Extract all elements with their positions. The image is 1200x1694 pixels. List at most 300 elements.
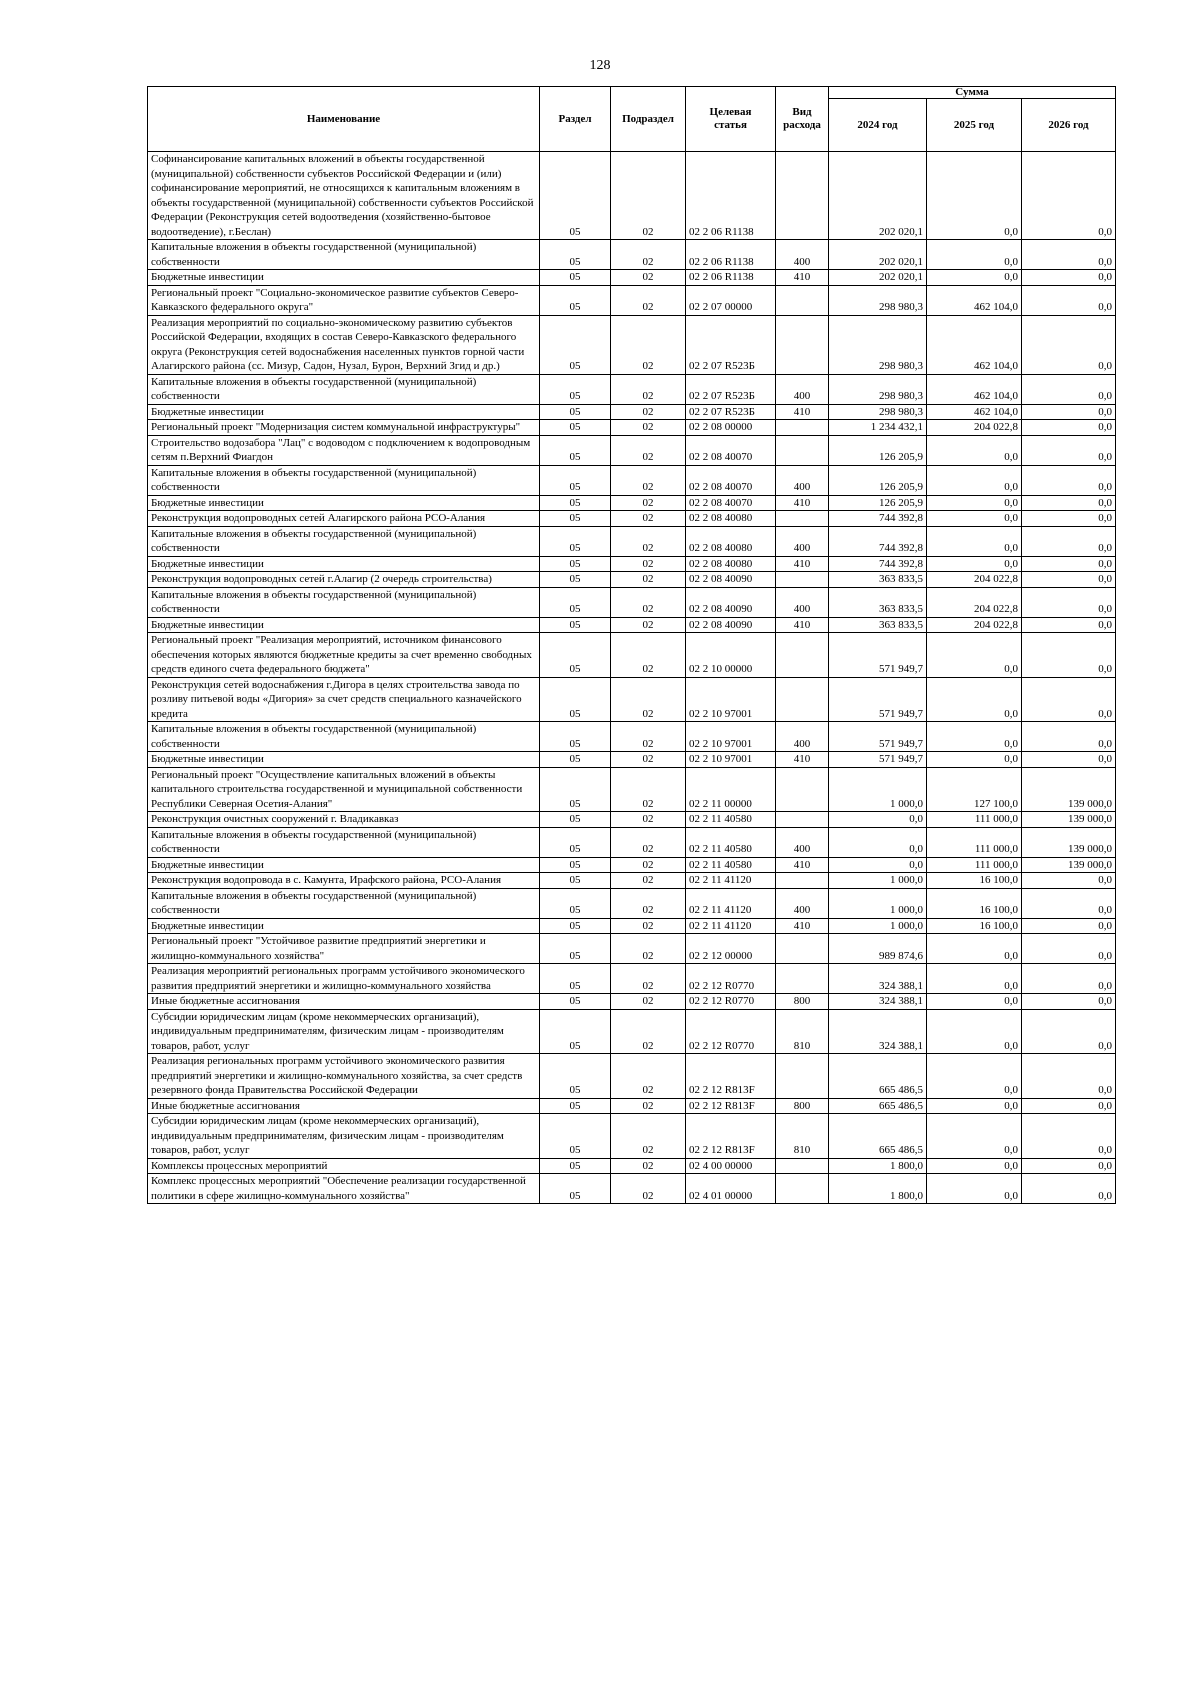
row-expense-type: 400 (776, 526, 829, 556)
row-amount-2024: 989 874,6 (829, 934, 927, 964)
row-podrazdel: 02 (611, 722, 686, 752)
row-razdel: 05 (540, 677, 611, 722)
table-row (148, 465, 1116, 495)
row-razdel: 05 (540, 465, 611, 495)
row-target-article: 02 4 01 00000 (686, 1174, 776, 1204)
row-amount-2025: 462 104,0 (927, 315, 1022, 374)
row-target-article: 02 2 07 R523Б (686, 374, 776, 404)
row-razdel: 05 (540, 435, 611, 465)
row-amount-2026: 139 000,0 (1022, 857, 1116, 873)
row-podrazdel: 02 (611, 435, 686, 465)
table-row (148, 404, 1116, 420)
row-podrazdel: 02 (611, 465, 686, 495)
row-amount-2024: 665 486,5 (829, 1054, 927, 1099)
row-amount-2024: 1 000,0 (829, 888, 927, 918)
row-razdel: 05 (540, 767, 611, 812)
row-amount-2024: 1 800,0 (829, 1158, 927, 1174)
row-amount-2025: 16 100,0 (927, 888, 1022, 918)
row-name: Иные бюджетные ассигнования (148, 1098, 540, 1114)
row-amount-2026: 0,0 (1022, 752, 1116, 768)
row-razdel: 05 (540, 752, 611, 768)
row-amount-2026: 0,0 (1022, 374, 1116, 404)
row-amount-2026: 0,0 (1022, 633, 1116, 678)
row-target-article: 02 2 12 R0770 (686, 964, 776, 994)
table-row (148, 1174, 1116, 1204)
row-amount-2025: 462 104,0 (927, 374, 1022, 404)
row-razdel: 05 (540, 587, 611, 617)
row-expense-type (776, 1174, 829, 1204)
row-amount-2025: 0,0 (927, 1098, 1022, 1114)
table-row (148, 827, 1116, 857)
row-target-article: 02 2 11 40580 (686, 857, 776, 873)
row-amount-2025: 0,0 (927, 495, 1022, 511)
row-expense-type: 410 (776, 752, 829, 768)
row-podrazdel: 02 (611, 1174, 686, 1204)
row-podrazdel: 02 (611, 270, 686, 286)
row-amount-2024: 126 205,9 (829, 495, 927, 511)
table-row (148, 1009, 1116, 1054)
table-row (148, 994, 1116, 1010)
header-expense-type-line2: расхода (783, 119, 821, 131)
row-amount-2025: 0,0 (927, 964, 1022, 994)
row-target-article: 02 2 11 41120 (686, 888, 776, 918)
row-expense-type: 400 (776, 888, 829, 918)
header-year-2024: 2024 год (829, 99, 927, 152)
table-row (148, 888, 1116, 918)
row-name: Реконструкция водопроводных сетей Алагирского района РСО-Алания (148, 511, 540, 527)
row-name: Бюджетные инвестиции (148, 404, 540, 420)
row-name: Бюджетные инвестиции (148, 752, 540, 768)
row-amount-2026: 0,0 (1022, 873, 1116, 889)
table-row (148, 964, 1116, 994)
row-amount-2024: 298 980,3 (829, 404, 927, 420)
table-row (148, 1158, 1116, 1174)
row-amount-2024: 298 980,3 (829, 285, 927, 315)
row-expense-type (776, 511, 829, 527)
row-amount-2025: 111 000,0 (927, 857, 1022, 873)
row-amount-2026: 0,0 (1022, 511, 1116, 527)
row-amount-2024: 1 800,0 (829, 1174, 927, 1204)
row-amount-2024: 126 205,9 (829, 465, 927, 495)
row-podrazdel: 02 (611, 1054, 686, 1099)
row-razdel: 05 (540, 827, 611, 857)
header-sum: Сумма (829, 87, 1116, 99)
row-amount-2025: 462 104,0 (927, 285, 1022, 315)
header-razdel: Раздел (540, 87, 611, 152)
row-podrazdel: 02 (611, 1009, 686, 1054)
row-amount-2025: 204 022,8 (927, 572, 1022, 588)
row-name: Реконструкция водопроводных сетей г.Алагир (2 очередь строительства) (148, 572, 540, 588)
row-amount-2025: 204 022,8 (927, 617, 1022, 633)
row-target-article: 02 2 08 40070 (686, 435, 776, 465)
row-name: Бюджетные инвестиции (148, 270, 540, 286)
row-amount-2024: 202 020,1 (829, 152, 927, 240)
row-amount-2025: 462 104,0 (927, 404, 1022, 420)
row-amount-2026: 0,0 (1022, 495, 1116, 511)
row-amount-2026: 0,0 (1022, 918, 1116, 934)
table-row (148, 1098, 1116, 1114)
row-amount-2024: 298 980,3 (829, 315, 927, 374)
table-row (148, 285, 1116, 315)
row-expense-type: 400 (776, 465, 829, 495)
table-row (148, 752, 1116, 768)
row-amount-2026: 0,0 (1022, 420, 1116, 436)
row-target-article: 02 2 07 00000 (686, 285, 776, 315)
row-name: Бюджетные инвестиции (148, 918, 540, 934)
row-amount-2025: 0,0 (927, 1054, 1022, 1099)
row-amount-2024: 571 949,7 (829, 722, 927, 752)
row-razdel: 05 (540, 152, 611, 240)
row-razdel: 05 (540, 1158, 611, 1174)
row-name: Комплексы процессных мероприятий (148, 1158, 540, 1174)
row-razdel: 05 (540, 511, 611, 527)
row-amount-2025: 0,0 (927, 270, 1022, 286)
row-target-article: 02 2 08 40080 (686, 556, 776, 572)
row-razdel: 05 (540, 857, 611, 873)
row-target-article: 02 2 12 R0770 (686, 994, 776, 1010)
row-amount-2024: 744 392,8 (829, 556, 927, 572)
table-row (148, 526, 1116, 556)
row-amount-2025: 0,0 (927, 1174, 1022, 1204)
row-amount-2026: 0,0 (1022, 526, 1116, 556)
row-amount-2025: 111 000,0 (927, 812, 1022, 828)
row-expense-type: 810 (776, 1009, 829, 1054)
row-podrazdel: 02 (611, 964, 686, 994)
row-amount-2026: 0,0 (1022, 285, 1116, 315)
table-body (148, 152, 1116, 1204)
row-name: Реализация мероприятий по социально-экономическому развитию субъектов Российской Федерации, входящих в состав Северо-Кавказского федерального округа (Реконструкция сетей водоснабжения населенных пунктов горной части Алагирского района (сс. Мизур, Садон, Нузал, Бурон, Верхний Згид и др.) (148, 315, 540, 374)
row-amount-2024: 744 392,8 (829, 511, 927, 527)
row-amount-2026: 0,0 (1022, 1158, 1116, 1174)
row-amount-2024: 202 020,1 (829, 270, 927, 286)
row-expense-type (776, 1054, 829, 1099)
row-podrazdel: 02 (611, 556, 686, 572)
row-amount-2026: 0,0 (1022, 315, 1116, 374)
row-amount-2026: 0,0 (1022, 1009, 1116, 1054)
row-razdel: 05 (540, 1054, 611, 1099)
row-razdel: 05 (540, 420, 611, 436)
header-name: Наименование (148, 87, 540, 152)
row-podrazdel: 02 (611, 994, 686, 1010)
row-amount-2024: 571 949,7 (829, 752, 927, 768)
row-expense-type: 410 (776, 857, 829, 873)
row-podrazdel: 02 (611, 677, 686, 722)
row-podrazdel: 02 (611, 752, 686, 768)
row-amount-2024: 665 486,5 (829, 1114, 927, 1159)
row-expense-type (776, 767, 829, 812)
row-podrazdel: 02 (611, 812, 686, 828)
row-razdel: 05 (540, 722, 611, 752)
row-expense-type (776, 572, 829, 588)
row-amount-2024: 126 205,9 (829, 435, 927, 465)
row-razdel: 05 (540, 404, 611, 420)
row-amount-2024: 0,0 (829, 812, 927, 828)
row-amount-2025: 0,0 (927, 152, 1022, 240)
row-amount-2025: 0,0 (927, 1009, 1022, 1054)
row-target-article: 02 2 06 R1138 (686, 270, 776, 286)
row-amount-2026: 0,0 (1022, 888, 1116, 918)
row-amount-2025: 0,0 (927, 435, 1022, 465)
row-expense-type: 410 (776, 918, 829, 934)
row-name: Реализация региональных программ устойчивого экономического развития предприятий энергетики и жилищно-коммунального хозяйства, за счет средств резервного фонда Правительства Российской Федерации (148, 1054, 540, 1099)
row-razdel: 05 (540, 374, 611, 404)
table-row (148, 495, 1116, 511)
table-row (148, 617, 1116, 633)
row-target-article: 02 2 07 R523Б (686, 404, 776, 420)
row-amount-2026: 139 000,0 (1022, 827, 1116, 857)
row-amount-2025: 127 100,0 (927, 767, 1022, 812)
table-row (148, 918, 1116, 934)
row-expense-type: 410 (776, 404, 829, 420)
table-row (148, 677, 1116, 722)
row-name: Реализация мероприятий региональных программ устойчивого экономического развития предприятий энергетики и жилищно-коммунального хозяйства (148, 964, 540, 994)
table-row (148, 556, 1116, 572)
row-target-article: 02 2 08 40080 (686, 526, 776, 556)
row-expense-type: 400 (776, 240, 829, 270)
row-razdel: 05 (540, 285, 611, 315)
table-row (148, 152, 1116, 240)
row-podrazdel: 02 (611, 857, 686, 873)
row-podrazdel: 02 (611, 934, 686, 964)
row-amount-2026: 0,0 (1022, 240, 1116, 270)
row-expense-type: 800 (776, 994, 829, 1010)
row-expense-type (776, 934, 829, 964)
row-name: Бюджетные инвестиции (148, 556, 540, 572)
row-target-article: 02 2 08 40070 (686, 465, 776, 495)
row-podrazdel: 02 (611, 873, 686, 889)
row-target-article: 02 2 10 00000 (686, 633, 776, 678)
row-amount-2024: 363 833,5 (829, 572, 927, 588)
row-name: Региональный проект "Устойчивое развитие предприятий энергетики и жилищно-коммунального хозяйства" (148, 934, 540, 964)
row-podrazdel: 02 (611, 240, 686, 270)
row-podrazdel: 02 (611, 404, 686, 420)
table-row (148, 633, 1116, 678)
row-amount-2025: 0,0 (927, 1114, 1022, 1159)
row-expense-type: 410 (776, 270, 829, 286)
row-amount-2025: 0,0 (927, 722, 1022, 752)
row-podrazdel: 02 (611, 1098, 686, 1114)
row-podrazdel: 02 (611, 315, 686, 374)
row-razdel: 05 (540, 315, 611, 374)
row-razdel: 05 (540, 1098, 611, 1114)
header-expense-type (776, 87, 829, 152)
row-name: Капитальные вложения в объекты государственной (муниципальной) собственности (148, 374, 540, 404)
row-amount-2026: 0,0 (1022, 270, 1116, 286)
row-razdel: 05 (540, 1114, 611, 1159)
row-expense-type: 410 (776, 617, 829, 633)
row-razdel: 05 (540, 812, 611, 828)
row-expense-type: 410 (776, 495, 829, 511)
row-expense-type (776, 285, 829, 315)
row-expense-type (776, 964, 829, 994)
row-amount-2025: 204 022,8 (927, 420, 1022, 436)
row-amount-2025: 111 000,0 (927, 827, 1022, 857)
row-name: Реконструкция очистных сооружений г. Владикавказ (148, 812, 540, 828)
row-amount-2026: 0,0 (1022, 1114, 1116, 1159)
row-amount-2024: 571 949,7 (829, 633, 927, 678)
row-razdel: 05 (540, 1174, 611, 1204)
row-expense-type: 400 (776, 374, 829, 404)
header-podrazdel: Подраздел (611, 87, 686, 152)
page-number: 128 (589, 58, 611, 73)
row-razdel: 05 (540, 240, 611, 270)
row-target-article: 02 2 12 R813F (686, 1098, 776, 1114)
row-razdel: 05 (540, 873, 611, 889)
table-row (148, 812, 1116, 828)
row-amount-2026: 0,0 (1022, 617, 1116, 633)
row-amount-2025: 0,0 (927, 934, 1022, 964)
row-amount-2024: 324 388,1 (829, 994, 927, 1010)
row-razdel: 05 (540, 526, 611, 556)
row-target-article: 02 2 12 00000 (686, 934, 776, 964)
row-expense-type: 400 (776, 827, 829, 857)
budget-table (147, 86, 1116, 1204)
row-target-article: 02 2 10 97001 (686, 677, 776, 722)
row-amount-2024: 324 388,1 (829, 964, 927, 994)
row-expense-type (776, 435, 829, 465)
table-row (148, 435, 1116, 465)
row-amount-2024: 665 486,5 (829, 1098, 927, 1114)
row-podrazdel: 02 (611, 285, 686, 315)
row-expense-type: 400 (776, 722, 829, 752)
table-row (148, 767, 1116, 812)
row-razdel: 05 (540, 964, 611, 994)
row-amount-2026: 0,0 (1022, 404, 1116, 420)
row-amount-2026: 0,0 (1022, 722, 1116, 752)
row-podrazdel: 02 (611, 152, 686, 240)
row-target-article: 02 2 08 40090 (686, 572, 776, 588)
row-target-article: 02 2 12 R813F (686, 1114, 776, 1159)
row-name: Реконструкция сетей водоснабжения г.Дигора в целях строительства завода по розливу питьевой воды «Дигория» за счет средств специального казначейского кредита (148, 677, 540, 722)
row-podrazdel: 02 (611, 420, 686, 436)
row-amount-2026: 0,0 (1022, 465, 1116, 495)
row-razdel: 05 (540, 556, 611, 572)
row-name: Региональный проект "Реализация мероприятий, источником финансового обеспечения которых являются бюджетные кредиты за счет временно свободных средств единого счета федерального бюджета" (148, 633, 540, 678)
table-row (148, 1054, 1116, 1099)
row-amount-2026: 0,0 (1022, 994, 1116, 1010)
row-target-article: 02 4 00 00000 (686, 1158, 776, 1174)
header-target-article (686, 87, 776, 152)
row-razdel: 05 (540, 888, 611, 918)
row-amount-2026: 0,0 (1022, 572, 1116, 588)
row-podrazdel: 02 (611, 888, 686, 918)
row-podrazdel: 02 (611, 1114, 686, 1159)
header-target-article-line2: статья (714, 119, 747, 131)
row-amount-2024: 202 020,1 (829, 240, 927, 270)
row-name: Региональный проект "Социально-экономическое развитие субъектов Северо-Кавказского федерального округа" (148, 285, 540, 315)
row-amount-2026: 0,0 (1022, 587, 1116, 617)
row-amount-2026: 0,0 (1022, 934, 1116, 964)
row-amount-2024: 1 000,0 (829, 767, 927, 812)
row-amount-2024: 363 833,5 (829, 617, 927, 633)
row-amount-2025: 0,0 (927, 526, 1022, 556)
row-name: Капитальные вложения в объекты государственной (муниципальной) собственности (148, 722, 540, 752)
table-row (148, 572, 1116, 588)
row-expense-type: 400 (776, 587, 829, 617)
row-name: Региональный проект "Осуществление капитальных вложений в объекты капитального строительства государственной и муниципальной собственности Республики Северная Осетия-Алания" (148, 767, 540, 812)
row-amount-2024: 298 980,3 (829, 374, 927, 404)
row-podrazdel: 02 (611, 374, 686, 404)
row-amount-2025: 0,0 (927, 677, 1022, 722)
row-amount-2026: 0,0 (1022, 1054, 1116, 1099)
row-name: Бюджетные инвестиции (148, 617, 540, 633)
row-razdel: 05 (540, 633, 611, 678)
row-target-article: 02 2 07 R523Б (686, 315, 776, 374)
header-year-2026: 2026 год (1022, 99, 1116, 152)
row-amount-2026: 139 000,0 (1022, 812, 1116, 828)
row-expense-type (776, 152, 829, 240)
table-row (148, 934, 1116, 964)
row-amount-2024: 0,0 (829, 827, 927, 857)
row-name: Реконструкция водопровода в с. Камунта, Ирафского района, РСО-Алания (148, 873, 540, 889)
row-amount-2025: 16 100,0 (927, 918, 1022, 934)
table-row (148, 420, 1116, 436)
row-razdel: 05 (540, 495, 611, 511)
row-amount-2025: 0,0 (927, 1158, 1022, 1174)
row-name: Капитальные вложения в объекты государственной (муниципальной) собственности (148, 465, 540, 495)
row-podrazdel: 02 (611, 511, 686, 527)
row-podrazdel: 02 (611, 617, 686, 633)
row-name: Субсидии юридическим лицам (кроме некоммерческих организаций), индивидуальным предпринимателям, физическим лицам - производителям товаров, работ, услуг (148, 1009, 540, 1054)
row-amount-2025: 204 022,8 (927, 587, 1022, 617)
row-podrazdel: 02 (611, 767, 686, 812)
row-target-article: 02 2 11 41120 (686, 918, 776, 934)
row-podrazdel: 02 (611, 572, 686, 588)
header-target-article-line1: Целевая (709, 106, 752, 118)
row-podrazdel: 02 (611, 495, 686, 511)
row-name: Комплекс процессных мероприятий "Обеспечение реализации государственной политики в сфере жилищно-коммунального хозяйства" (148, 1174, 540, 1204)
row-razdel: 05 (540, 572, 611, 588)
row-target-article: 02 2 12 R813F (686, 1054, 776, 1099)
table-row (148, 857, 1116, 873)
row-name: Капитальные вложения в объекты государственной (муниципальной) собственности (148, 240, 540, 270)
table-row (148, 240, 1116, 270)
row-razdel: 05 (540, 1009, 611, 1054)
table-row (148, 270, 1116, 286)
row-name: Региональный проект "Модернизация систем коммунальной инфраструктуры" (148, 420, 540, 436)
row-expense-type: 800 (776, 1098, 829, 1114)
table-row (148, 1114, 1116, 1159)
row-name: Капитальные вложения в объекты государственной (муниципальной) собственности (148, 827, 540, 857)
row-amount-2024: 324 388,1 (829, 1009, 927, 1054)
row-target-article: 02 2 08 40080 (686, 511, 776, 527)
row-amount-2026: 0,0 (1022, 556, 1116, 572)
row-expense-type (776, 420, 829, 436)
row-expense-type: 410 (776, 556, 829, 572)
row-amount-2026: 139 000,0 (1022, 767, 1116, 812)
table-row (148, 374, 1116, 404)
row-expense-type (776, 677, 829, 722)
row-target-article: 02 2 11 40580 (686, 812, 776, 828)
row-target-article: 02 2 10 97001 (686, 722, 776, 752)
row-amount-2026: 0,0 (1022, 152, 1116, 240)
row-expense-type (776, 812, 829, 828)
row-expense-type (776, 633, 829, 678)
row-expense-type (776, 1158, 829, 1174)
row-target-article: 02 2 08 40070 (686, 495, 776, 511)
header-expense-type-line1: Вид (792, 106, 812, 118)
row-expense-type (776, 315, 829, 374)
row-razdel: 05 (540, 918, 611, 934)
row-amount-2026: 0,0 (1022, 677, 1116, 722)
row-podrazdel: 02 (611, 587, 686, 617)
table-row (148, 722, 1116, 752)
row-amount-2026: 0,0 (1022, 964, 1116, 994)
row-amount-2024: 1 000,0 (829, 873, 927, 889)
row-expense-type (776, 873, 829, 889)
table-row (148, 873, 1116, 889)
table-row (148, 587, 1116, 617)
